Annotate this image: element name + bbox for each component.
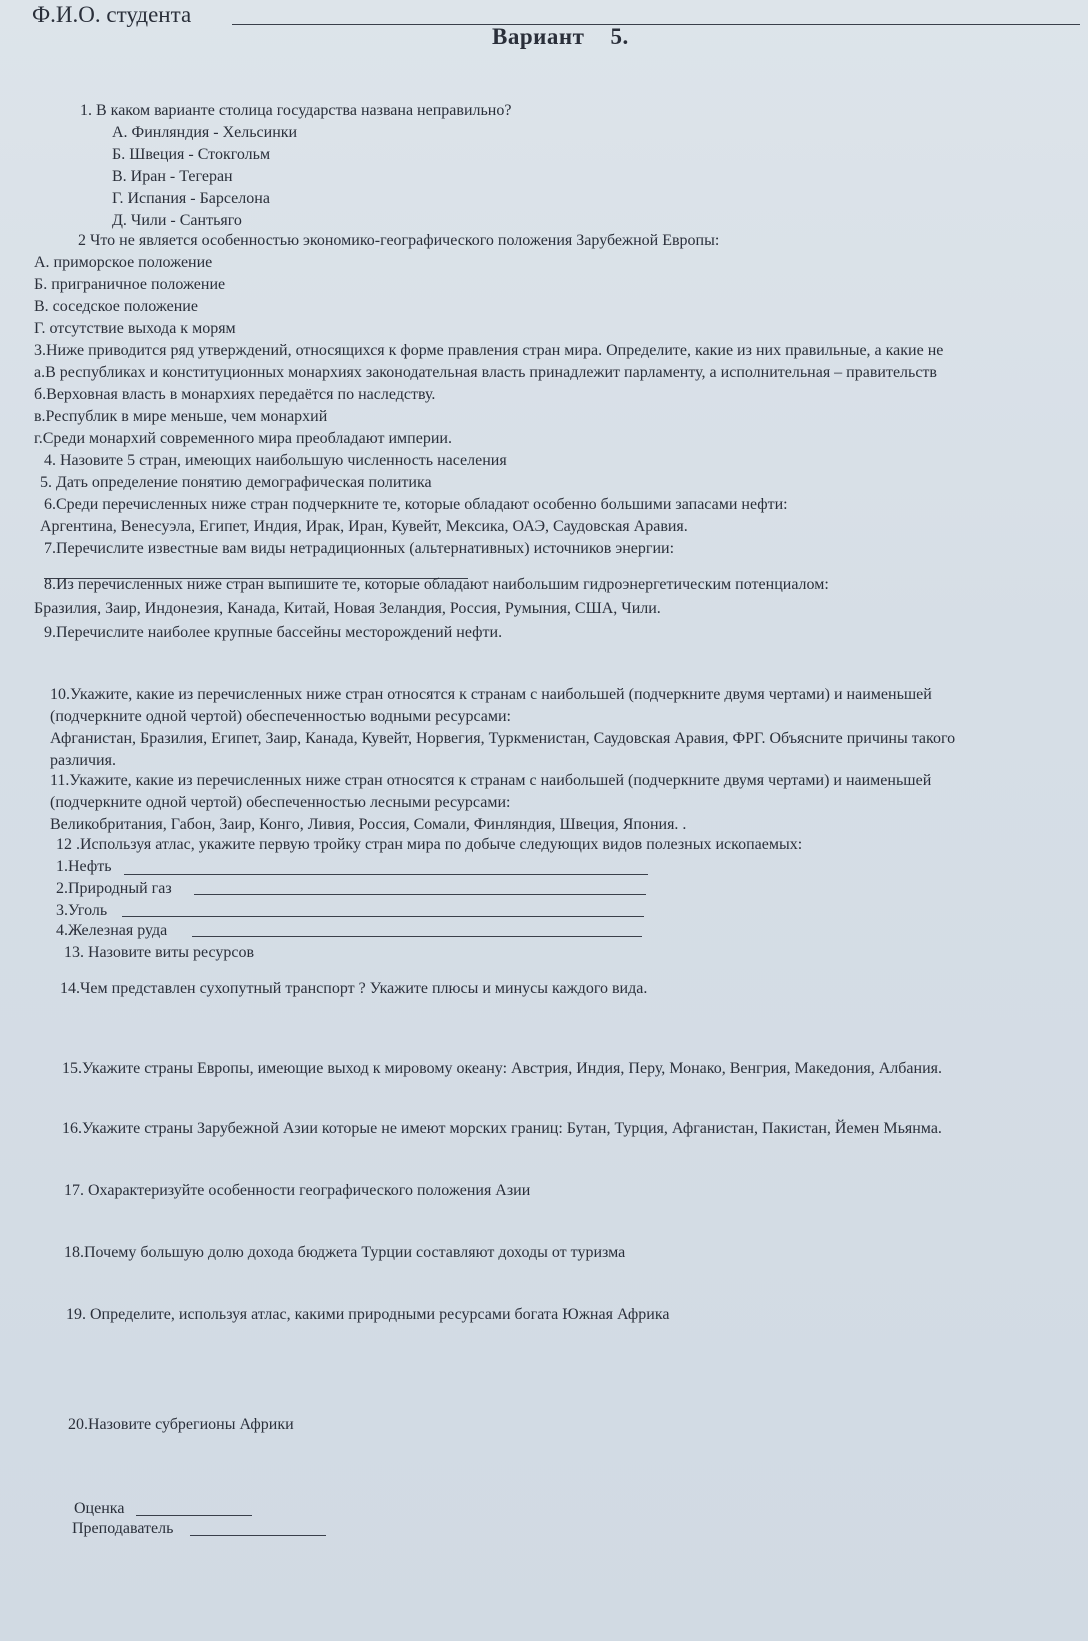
grade-line[interactable]	[136, 1515, 252, 1516]
answer-option: Г. отсутствие выхода к морям	[34, 320, 236, 337]
answer-option: Б. Швеция - Стокгольм	[112, 146, 271, 163]
variant-word: Вариант	[492, 24, 585, 49]
mineral-item: 4.Железная руда	[56, 922, 168, 939]
question-8: 8.Из перечисленных ниже стран выпишите те, которые обладают наибольшим гидроэнергетическим потенциалом:	[44, 576, 829, 593]
answer-option: А. приморское положение	[34, 254, 213, 271]
mineral-item: 2.Природный газ	[56, 880, 172, 897]
question-15: 15.Укажите страны Европы, имеющие выход к мировому океану: Австрия, Индия, Перу, Монако, Венгрия, Македония, Албания.	[62, 1060, 943, 1077]
variant-number: 5.	[610, 24, 629, 49]
student-name-line[interactable]	[232, 24, 1080, 25]
question-10: 10.Укажите, какие из перечисленных ниже стран относятся к странам с наибольшей (подчеркните двумя чертами) и наименьшей	[50, 686, 932, 703]
question-13: 13. Назовите виты ресурсов	[64, 944, 254, 961]
statement: в.Республик в мире меньше, чем монархий	[34, 408, 328, 425]
question-16: 16.Укажите страны Зарубежной Азии которые не имеют морских границ: Бутан, Турция, Афганистан, Пакистан, Йемен Мьянма.	[62, 1120, 942, 1137]
answer-option: В. Иран - Тегеран	[112, 168, 233, 185]
country-list: Аргентина, Венесуэла, Египет, Индия, Ирак, Иран, Кувейт, Мексика, ОАЭ, Саудовская Аравия.	[40, 518, 688, 535]
question-20: 20.Назовите субрегионы Африки	[68, 1416, 294, 1433]
question-1: 1. В каком варианте столица государства названа неправильно?	[80, 102, 512, 119]
student-name-label: Ф.И.О. студента	[32, 2, 192, 27]
question-12: 12 .Используя атлас, укажите первую тройку стран мира по добыче следующих видов полезных ископаемых:	[56, 836, 803, 853]
question-19: 19. Определите, используя атлас, какими природными ресурсами богата Южная Африка	[66, 1306, 670, 1323]
question-11: 11.Укажите, какие из перечисленных ниже стран относятся к странам с наибольшей (подчеркните двумя чертами) и наименьшей	[50, 772, 932, 789]
answer-option: В. соседское положение	[34, 298, 198, 315]
answer-line[interactable]	[122, 916, 644, 917]
answer-line[interactable]	[194, 894, 646, 895]
grade-label: Оценка	[74, 1500, 125, 1517]
teacher-line[interactable]	[190, 1535, 326, 1536]
question-text: (подчеркните одной чертой) обеспеченностью водными ресурсами:	[50, 708, 511, 725]
question-17: 17. Охарактеризуйте особенности географического положения Азии	[64, 1182, 531, 1199]
answer-line[interactable]	[124, 874, 648, 875]
answer-option: А. Финляндия - Хельсинки	[112, 124, 298, 141]
question-5: 5. Дать определение понятию демографическая политика	[40, 474, 432, 491]
mineral-item: 1.Нефть	[56, 858, 112, 875]
question-14: 14.Чем представлен сухопутный транспорт ? Укажите плюсы и минусы каждого вида.	[60, 980, 648, 997]
answer-option: Г. Испания - Барселона	[112, 190, 270, 207]
answer-line[interactable]	[192, 936, 642, 937]
question-18: 18.Почему большую долю дохода бюджета Турции составляют доходы от туризма	[64, 1244, 626, 1261]
question-2: 2 Что не является особенностью экономико-географического положения Зарубежной Европы:	[78, 232, 720, 249]
answer-option: Б. приграничное положение	[34, 276, 226, 293]
teacher-label: Преподаватель	[72, 1520, 174, 1537]
statement: б.Верховная власть в монархиях передаётся по наследству.	[34, 386, 436, 403]
mineral-item: 3.Уголь	[56, 902, 108, 919]
question-text: (подчеркните одной чертой) обеспеченностью лесными ресурсами:	[50, 794, 511, 811]
question-3: 3.Ниже приводится ряд утверждений, относящихся к форме правления стран мира. Определите, какие из них правильные, а какие не	[34, 342, 944, 359]
question-9: 9.Перечислите наиболее крупные бассейны месторождений нефти.	[44, 624, 503, 641]
variant-title	[492, 24, 629, 49]
country-list: Афганистан, Бразилия, Египет, Заир, Канада, Кувейт, Норвегия, Туркменистан, Саудовская Аравия, ФРГ. Объясните причины такого	[50, 730, 956, 747]
statement: а.В республиках и конституционных монархиях законодательная власть принадлежит парламенту, а исполнительная – правительств	[34, 364, 937, 381]
country-list: Великобритания, Габон, Заир, Конго, Ливия, Россия, Сомали, Финляндия, Швеция, Япония. .	[50, 816, 687, 833]
question-text: различия.	[50, 752, 116, 769]
answer-option: Д. Чили - Сантьяго	[112, 212, 242, 229]
question-7: 7.Перечислите известные вам виды нетрадиционных (альтернативных) источников энергии:	[44, 540, 675, 557]
country-list: Бразилия, Заир, Индонезия, Канада, Китай, Новая Зеландия, Россия, Румыния, США, Чили.	[34, 600, 661, 617]
question-6: 6.Среди перечисленных ниже стран подчеркните те, которые обладают особенно большими запасами нефти:	[44, 496, 788, 513]
question-4: 4. Назовите 5 стран, имеющих наибольшую численность населения	[44, 452, 507, 469]
statement: г.Среди монархий современного мира преобладают империи.	[34, 430, 452, 447]
